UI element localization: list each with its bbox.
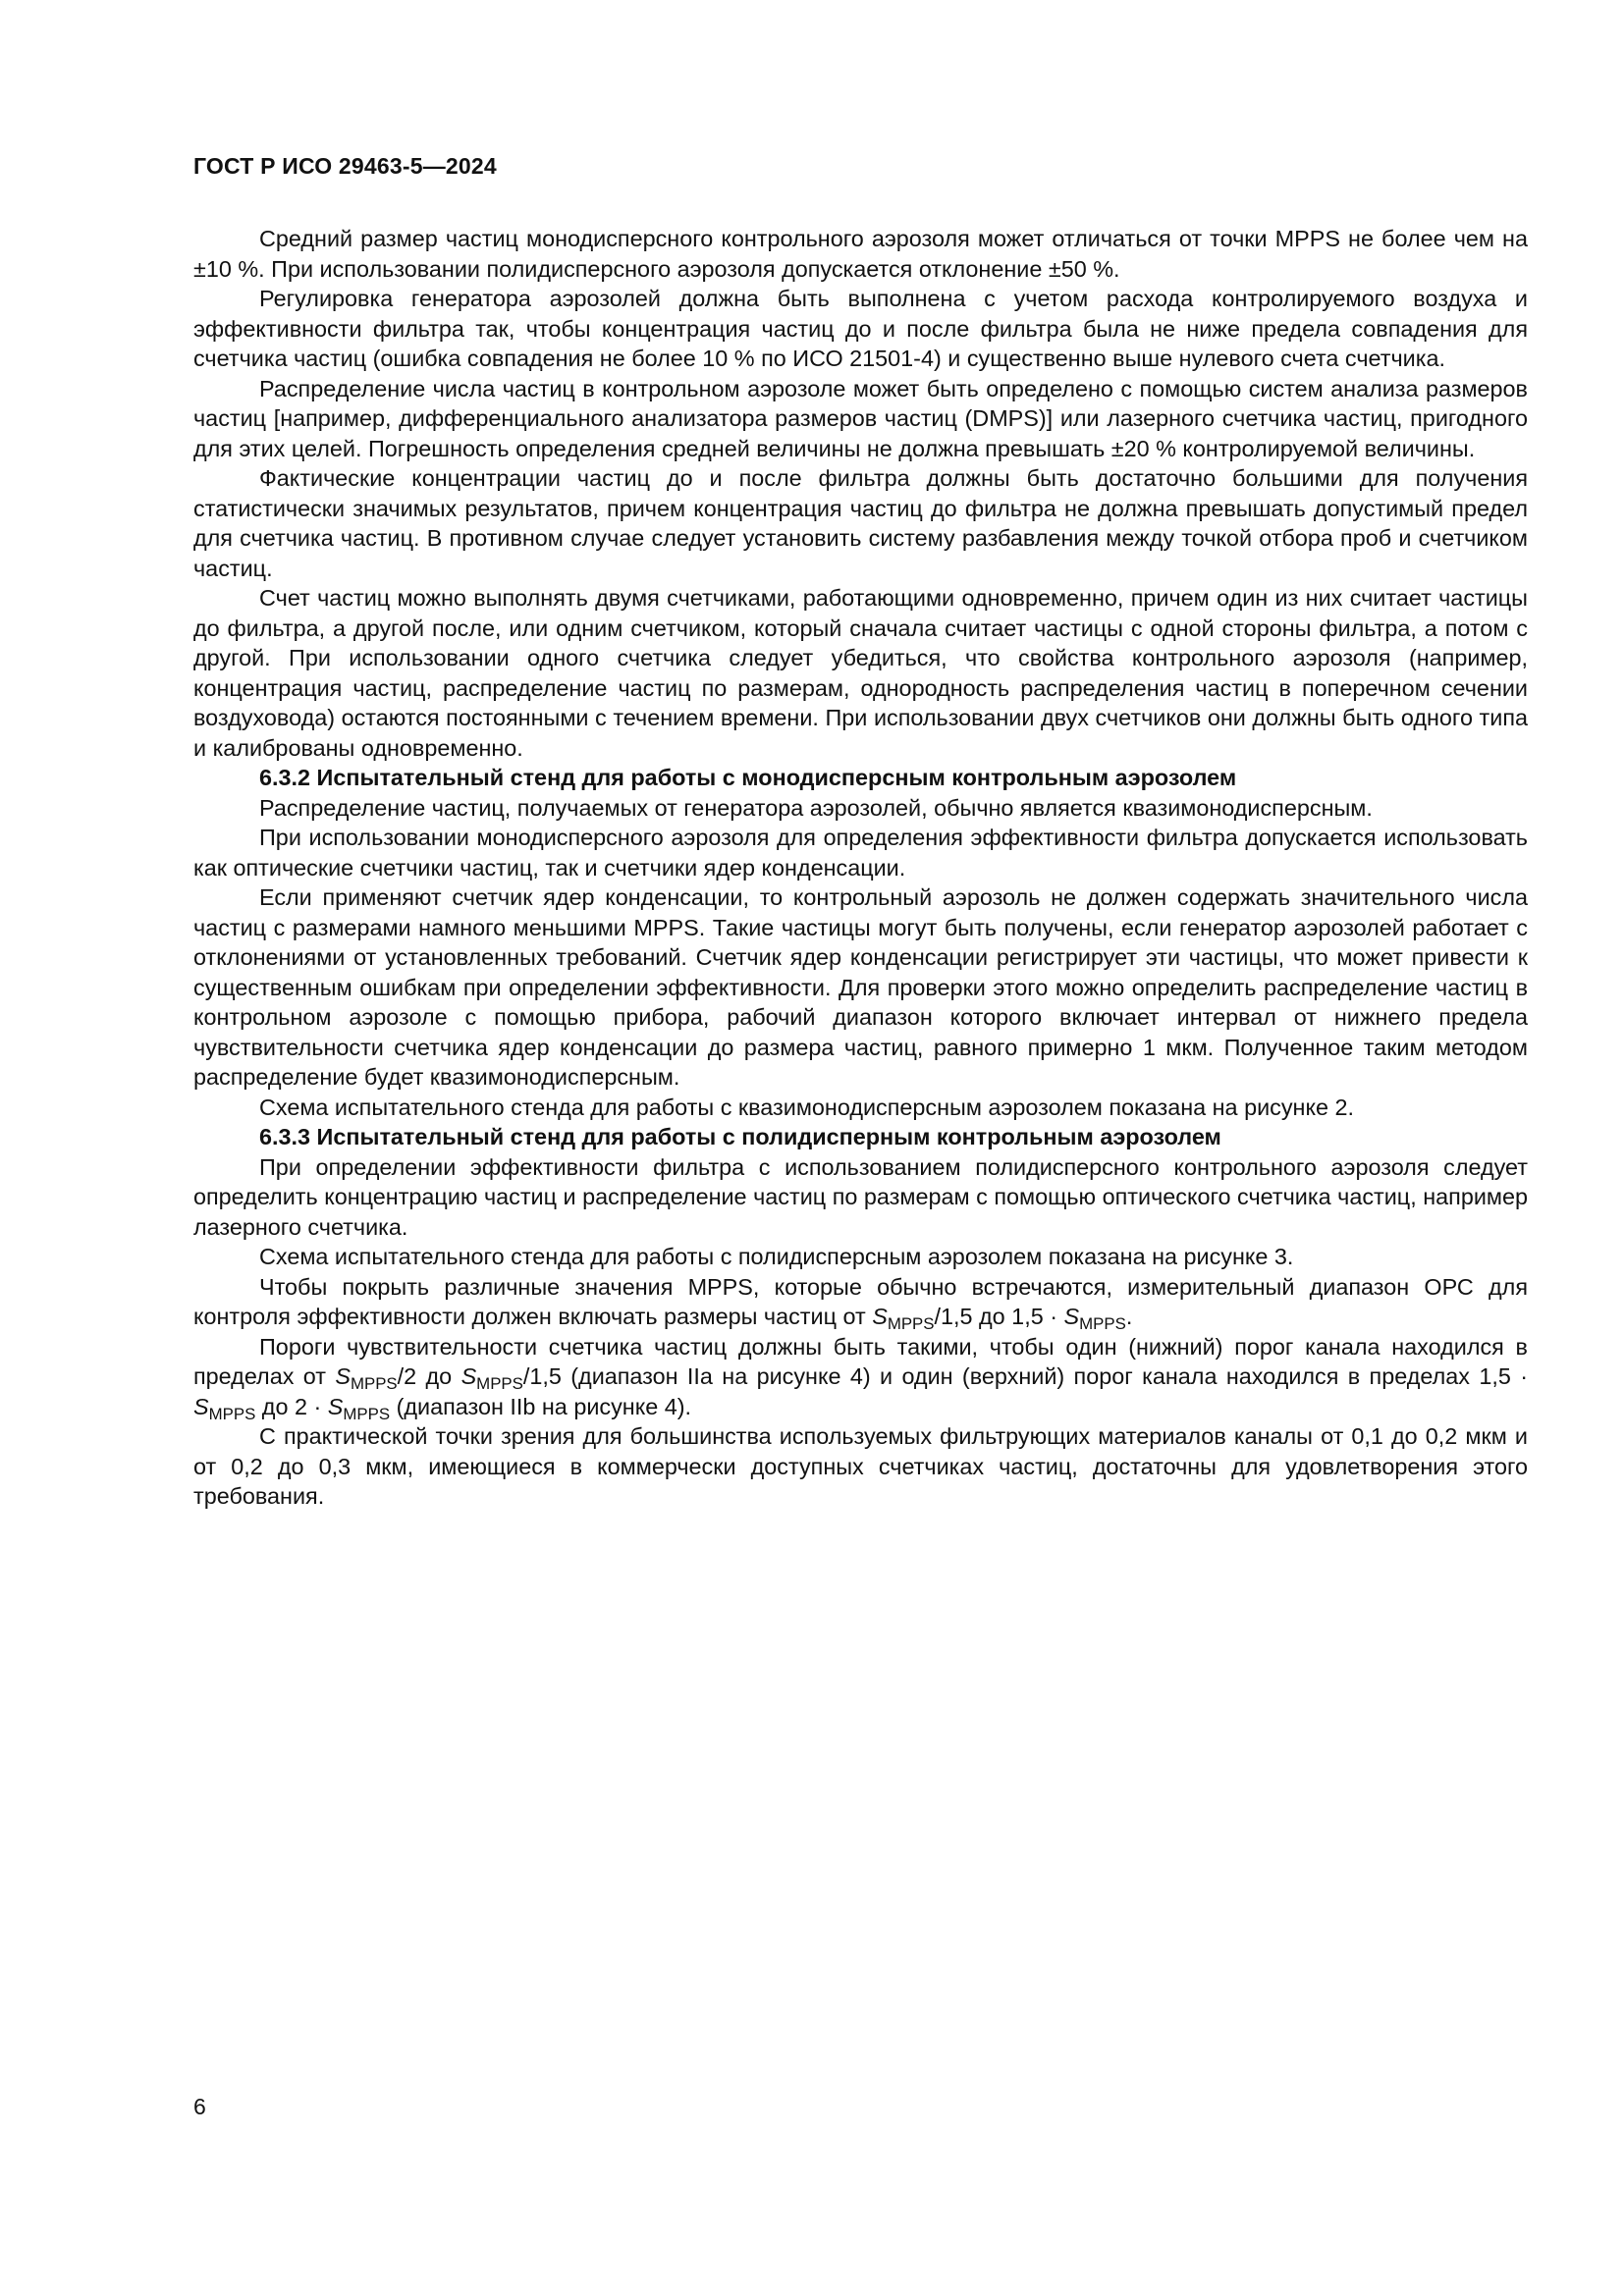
text-run: Чтобы покрыть различные значения MPPS, которые обычно встречаются, измерительный диапазон ОРС для контроля эффективности должен включать размеры частиц от — [193, 1273, 1528, 1329]
symbol-s: S — [335, 1363, 351, 1389]
subscript-mpps: MPPS — [350, 1374, 398, 1394]
document-body — [193, 224, 1528, 1512]
subscript-mpps: MPPS — [476, 1374, 523, 1394]
page-number: 6 — [193, 2094, 206, 2119]
paragraph: Фактические концентрации частиц до и после фильтра должны быть достаточно большими для получения статистически значимых результатов, причем концентрация частиц до фильтра не должна превышать допустимый предел для счетчика частиц. В противном случае следует установить систему разбавления между точкой отбора проб и счетчиком частиц. — [193, 465, 1528, 581]
text-run: /1,5 (диапазон IIa на рисунке 4) и один (верхний) порог канала находился в пределах 1,5 · — [522, 1363, 1528, 1389]
symbol-s: S — [193, 1393, 209, 1419]
paragraph: Распределение частиц, получаемых от генератора аэрозолей, обычно является квазимонодисперсным. — [259, 794, 1373, 821]
paragraph: При использовании монодисперсного аэрозоля для определения эффективности фильтра допускается использовать как оптические счетчики частиц, так и счетчики ядер конденсации. — [193, 825, 1528, 881]
paragraph: Если применяют счетчик ядер конденсации, то контрольный аэрозоль не должен содержать значительного числа частиц с размерами намного меньшими MPPS. Такие частицы могут быть получены, если генератор аэрозолей работает с отклонениями от установленных требований. Счетчик ядер конденсации регистрирует эти частицы, что может привести к существенным ошибкам при определении эффективности. Для проверки этого можно определить распределение частиц в контрольном аэрозоле с помощью прибора, рабочий диапазон которого включает интервал от нижнего предела чувствительности счетчика ядер конденсации до размера частиц, равного примерно 1 мкм. Полученное таким методом распределение будет квазимонодисперсным. — [193, 884, 1528, 1090]
text-run: . — [1125, 1304, 1133, 1329]
paragraph: Счет частиц можно выполнять двумя счетчиками, работающими одновременно, причем один из них считает частицы до фильтра, а другой после, или одним счетчиком, который сначала считает частицы с одной стороны фильтра, а потом с другой. При использовании одного счетчика следует убедиться, что свойства контрольного аэрозоля (например, концентрация частиц, распределение частиц по размерам, однородность распределения частиц в поперечном сечении воздуховода) остаются постоянными с течением времени. При использовании двух счетчиков они должны быть одного типа и калиброваны одновременно. — [193, 585, 1528, 761]
paragraph: При определении эффективности фильтра с использованием полидисперсного контрольного аэрозоля следует определить концентрацию частиц и распределение частиц по размерам с помощью оптического счетчика частиц, например лазерного счетчика. — [193, 1153, 1528, 1240]
section-heading-6-3-2: 6.3.2 Испытательный стенд для работы с монодисперсным контрольным аэрозолем — [259, 765, 1237, 790]
paragraph: Распределение числа частиц в контрольном аэрозоле может быть определено с помощью систем анализа размеров частиц [например, дифференциального анализатора размеров частиц (DMPS)] или лазерного счетчика частиц, пригодного для этих целей. Погрешность определения средней величины не должна превышать ±20 % контролируемой величины. — [193, 375, 1528, 461]
paragraph: Схема испытательного стенда для работы с полидисперсным аэрозолем показана на рисунке 3. — [259, 1244, 1294, 1269]
paragraph-thresholds — [193, 1332, 1528, 1422]
symbol-s: S — [327, 1393, 344, 1419]
text-run: Пороги чувствительности счетчика частиц должны быть такими, чтобы один (нижний) порог канала находился в пределах от — [193, 1333, 1528, 1389]
subscript-mpps: MPPS — [343, 1404, 391, 1423]
paragraph: Схема испытательного стенда для работы с квазимонодисперсным аэрозолем показана на рисунке 2. — [259, 1094, 1354, 1120]
paragraph-measurement-range — [193, 1272, 1528, 1332]
paragraph: Регулировка генератора аэрозолей должна быть выполнена с учетом расхода контролируемого воздуха и эффективности фильтра так, чтобы концентрация частиц до и после фильтра была не ниже предела совпадения для счетчика частиц (ошибка совпадения не более 10 % по ИСО 21501-4) и существенно выше нулевого счета счетчика. — [193, 286, 1528, 371]
section-heading-6-3-3: 6.3.3 Испытательный стенд для работы с полидисперным контрольным аэрозолем — [259, 1124, 1221, 1149]
subscript-mpps: MPPS — [887, 1314, 935, 1334]
symbol-s: S — [1063, 1304, 1080, 1329]
symbol-s: S — [460, 1363, 477, 1389]
text-run: (диапазон IIb на рисунке 4). — [390, 1393, 692, 1419]
subscript-mpps: MPPS — [208, 1404, 256, 1423]
paragraph: Средний размер частиц монодисперсного контрольного аэрозоля может отличаться от точки MPPS не более чем на ±10 %. При использовании полидисперсного аэрозоля допускается отклонение ±50 %. — [193, 226, 1528, 282]
document-header: ГОСТ Р ИСО 29463-5—2024 — [193, 153, 497, 179]
text-run: /1,5 до 1,5 · — [934, 1304, 1064, 1329]
text-run: /2 до — [397, 1363, 461, 1389]
subscript-mpps: MPPS — [1079, 1314, 1126, 1334]
text-run: до 2 · — [255, 1393, 328, 1419]
paragraph: С практической точки зрения для большинства используемых фильтрующих материалов каналы от 0,1 до 0,2 мкм и от 0,2 до 0,3 мкм, имеющиеся в коммерчески доступных счетчиках частиц, достаточны для удовлетворения этого требования. — [193, 1423, 1528, 1509]
symbol-s: S — [872, 1304, 888, 1329]
